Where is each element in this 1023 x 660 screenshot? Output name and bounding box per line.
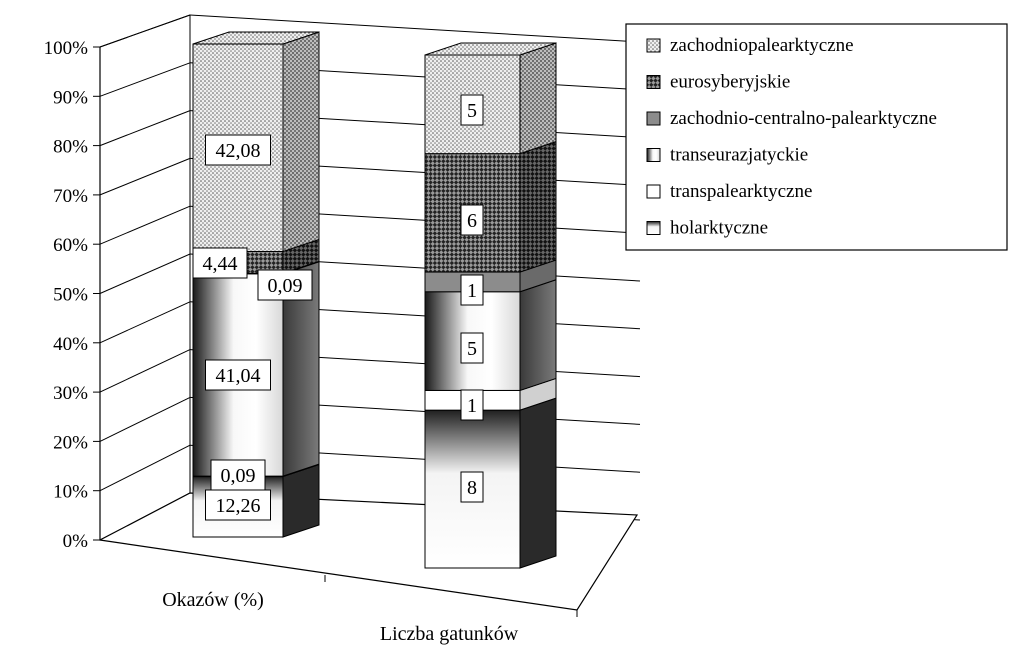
legend-swatch	[647, 185, 660, 198]
y-tick-label: 20%	[53, 432, 88, 454]
data-label: 1	[467, 395, 477, 417]
gridline-depth	[100, 158, 190, 195]
bar-segment-side	[520, 280, 556, 391]
gridline-depth	[100, 63, 190, 97]
y-tick-label: 0%	[62, 531, 88, 552]
data-label: 8	[467, 477, 477, 499]
data-label: 0,09	[267, 275, 303, 297]
y-tick-label: 60%	[53, 235, 88, 257]
data-label: 0,09	[220, 465, 256, 487]
legend-label: zachodnio-centralno-palearktyczne	[670, 108, 937, 129]
legend-label: transeurazjatyckie	[670, 144, 809, 166]
legend-box	[626, 24, 1007, 250]
bar-segment-side	[520, 142, 556, 272]
y-tick-label: 10%	[53, 481, 88, 503]
gridline-depth	[100, 302, 190, 343]
data-label: 42,08	[215, 140, 261, 162]
gridline-depth	[100, 445, 190, 491]
legend-label: holarktyczne	[670, 217, 769, 239]
data-label: 4,44	[202, 253, 238, 275]
bar-segment-side	[283, 32, 319, 251]
legend	[626, 24, 1007, 250]
wall-top-edge	[100, 15, 190, 47]
legend-label: eurosyberyjskie	[670, 71, 791, 93]
y-tick-label: 90%	[53, 87, 88, 109]
y-tick-label: 80%	[53, 136, 88, 158]
legend-label: zachodniopalearktyczne	[670, 35, 854, 56]
y-tick-label: 100%	[43, 38, 88, 59]
y-tick-label: 40%	[53, 333, 88, 355]
bar-segment-side	[283, 465, 319, 537]
gridline-depth	[100, 254, 190, 294]
legend-label: transpalearktyczne	[670, 181, 813, 202]
data-label: 5	[467, 100, 477, 122]
y-tick-label: 30%	[53, 383, 88, 405]
data-label: 6	[467, 210, 477, 232]
gridline-depth	[100, 397, 190, 441]
data-label: 1	[467, 280, 477, 302]
data-label: 41,04	[215, 365, 261, 387]
bar-segment-side	[520, 398, 556, 568]
y-tick-label: 50%	[53, 284, 88, 306]
category-label: Liczba gatunków	[379, 623, 519, 645]
legend-swatch	[647, 76, 660, 89]
gridline-depth	[100, 111, 190, 146]
bar-segment-side	[520, 43, 556, 154]
legend-swatch	[647, 39, 660, 52]
data-label: 5	[467, 338, 477, 360]
legend-swatch	[647, 112, 660, 125]
legend-swatch	[647, 222, 660, 235]
gridline-depth	[100, 350, 190, 393]
y-tick-label: 70%	[53, 185, 88, 207]
gridline-depth	[100, 206, 190, 244]
legend-swatch	[647, 149, 660, 162]
category-label: Okazów (%)	[162, 589, 264, 611]
data-label: 12,26	[215, 495, 261, 517]
